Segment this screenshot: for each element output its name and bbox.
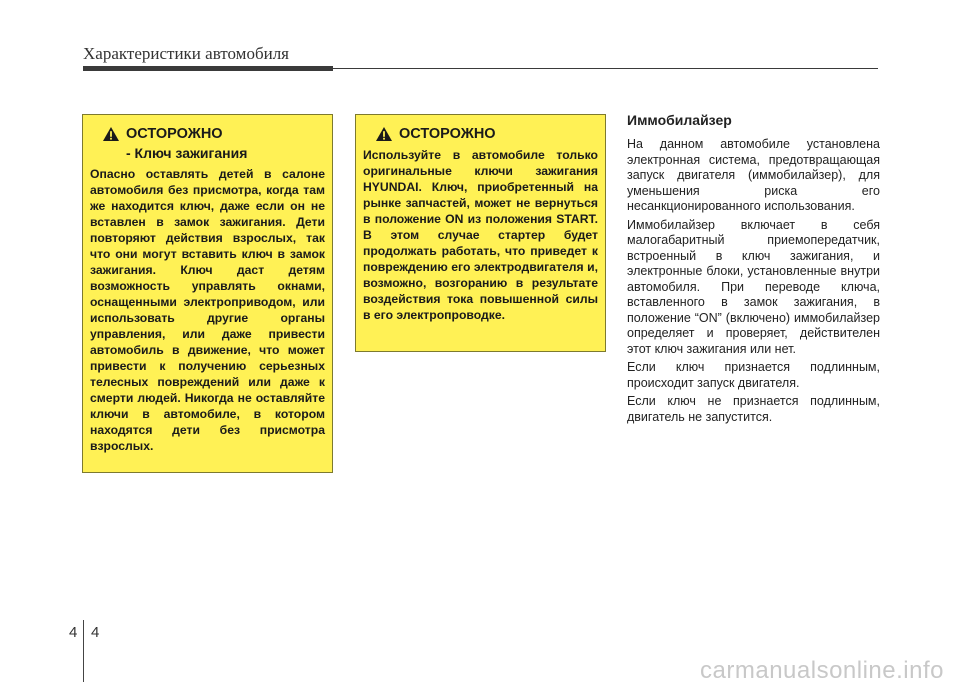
paragraph: Иммобилайзер включает в себя малогабаритный приемопередатчик, встроенный в ключ зажигания, и электронные блоки, установленные внутри автомобиля. При переводе ключа, вставленного в замок зажигания, в положение “ON” (включено) иммобилайзер определяет и проверяет, действителен этот ключ зажигания или нет. [627, 217, 880, 356]
paragraph: Если ключ признается подлинным, происходит запуск двигателя. [627, 360, 880, 390]
warning-box-genuine-keys [355, 114, 606, 352]
warning-heading-row [90, 125, 325, 143]
immobilizer-section [627, 112, 880, 428]
warning-heading: ОСТОРОЖНО [399, 126, 496, 142]
section-number: 4 [69, 624, 78, 641]
paragraph: На данном автомобиле установлена электронная система, предотвращающая запуск двигателя (иммобилайзер), для уменьшения риска его несанкционированного использования. [627, 137, 880, 213]
header-rule-thin [333, 68, 878, 69]
warning-triangle-icon [102, 126, 120, 142]
paragraph: Если ключ не признается подлинным, двигатель не запустится. [627, 394, 880, 424]
warning-box-ignition-key [82, 114, 333, 473]
header-rule-thick [83, 66, 333, 71]
section-title: Иммобилайзер [627, 112, 732, 128]
warning-triangle-icon [375, 126, 393, 142]
page-number: 4 [91, 624, 100, 641]
warning-heading: ОСТОРОЖНО [126, 126, 223, 142]
warning-heading-row [363, 125, 598, 143]
warning-body: Используйте в автомобиле только оригинальные ключи зажигания HYUNDAI. Ключ, приобретенный на рынке запчастей, может не вернуться в положение ON из положения START. В этом случае стартер будет продолжать работать, что приведет к повреждению его электродвигателя и, возможно, возгоранию в результате воздействия тока повышенной силы в его электропроводке. [363, 148, 598, 322]
warning-subheading: - Ключ зажигания [126, 145, 248, 161]
page-header-title: Характеристики автомобиля [83, 44, 289, 63]
page-number-divider [83, 620, 84, 682]
watermark: carmanualsonline.info [700, 657, 944, 684]
warning-body: Опасно оставлять детей в салоне автомобиля без присмотра, когда там же находится ключ, даже если он не вставлен в замок зажигания. Дети повторяют действия взрослых, так что они могут вставить ключ в замок зажигания. Ключ даст детям возможность управлять окнами, оснащенными электроприводом, или использовать другие органы управления, или даже привести автомобиль в движение, что может привести к получению серьезных телесных повреждений или даже к смерти людей. Никогда не оставляйте ключи в автомобиле, в котором находятся дети без присмотра взрослых. [90, 167, 325, 453]
